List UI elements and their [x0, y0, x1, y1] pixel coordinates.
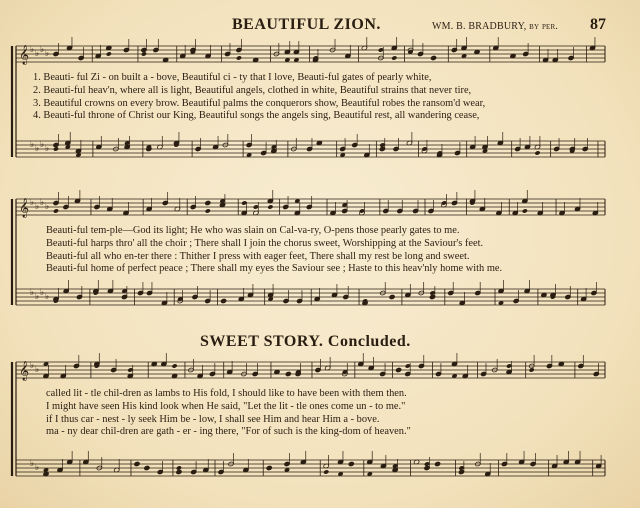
system1-lyrics: [33, 72, 485, 123]
system1-treble-chord-note: [391, 55, 397, 60]
hymn-title: BEAUTIFUL ZION.: [232, 16, 381, 33]
system2-treble-chord-note: [522, 208, 528, 213]
system3-bass-note: [434, 461, 440, 466]
system2-lyrics: [46, 225, 502, 276]
system2-bass-flat-sign: ♭: [30, 288, 35, 298]
system3-treble-flat-sign: ♭: [35, 365, 40, 375]
system2-treble-chord-note: [205, 208, 211, 213]
system1-treble-flat-sign: ♭: [40, 45, 45, 55]
verse-line-3: 3. Beautiful crowns on every brow. Beautiful palms the conquerors show, Beautiful robes the ransom'd wear,: [33, 97, 486, 109]
system3-bass-note: [134, 461, 140, 466]
system2-bass-flat-sign: ♭: [40, 288, 45, 298]
verse-line-4: Beauti-ful home of perfect peace ; There shall my eyes the Saviour see ; Haste to this heav'nly home with me.: [46, 263, 503, 275]
system3-bass-note: [176, 469, 182, 474]
system3-bass-note: [348, 461, 354, 466]
system2-treble-note: [205, 200, 211, 205]
system3-treble-note: [396, 367, 402, 372]
system3-bass-flat-sign: ♭: [30, 459, 35, 469]
system2-bass-flat-sign: ♭: [35, 292, 40, 302]
verse-line-1: 1. Beauti- ful Zi - on built a - bove, Beautiful ci - ty that I love, Beauti-ful gates of pearly white,: [33, 72, 432, 83]
system3-lyrics: [46, 388, 411, 439]
system1-treble-chord-note: [141, 51, 147, 56]
system3-bass-note: [266, 465, 272, 470]
system1-treble-chord-note: [236, 55, 242, 60]
section-title: SWEET STORY. Concluded.: [200, 333, 411, 350]
system1-bass-chord-note: [53, 146, 59, 151]
system3-treble-chord-note: [529, 367, 535, 372]
system3-treble-flat-sign: ♭: [30, 361, 35, 371]
system2-treble-chord-note: [53, 208, 59, 213]
system3-bass-flat-sign: ♭: [35, 463, 40, 473]
verse-line-4: ma - ny dear chil-dren are gath - er - ing there, "For of such is the king-dom of heaven.": [46, 426, 411, 438]
system1-bass-flat-sign: ♭: [30, 140, 35, 150]
system1-treble-flat-sign: ♭: [35, 49, 40, 59]
system3-bass-chord-note: [176, 465, 182, 470]
system3-treble-note: [285, 371, 291, 376]
verse-line-2: Beauti-ful harps thro' all the choir ; There shall I join the chorus sweet, Worshipping at the Saviour's feet.: [46, 237, 484, 249]
system3-treble-clef: 𝄞: [19, 361, 30, 381]
verse-line-1: called lit - tle chil-dren as lambs to His fold, I should like to have been with them then.: [46, 388, 407, 399]
system1-treble-clef: 𝄞: [19, 45, 30, 65]
system2-treble-clef: 𝄞: [19, 198, 30, 218]
system1-bass-flat-sign: ♭: [40, 140, 45, 150]
system1-bass-flat-sign: ♭: [35, 144, 40, 154]
verse-line-1: Beauti-ful tem-ple—God its light; He who was slain on Cal-va-ry, O-pens those pearly gates to me.: [46, 225, 460, 236]
verse-line-3: Beauti-ful all who en-ter there : Thither I press with eager feet, There shall my rest be long and sweet.: [46, 250, 470, 262]
verse-line-4: 4. Beauti-ful throne of Christ our King, Beautiful songs the angels sing, Beautiful rest, all wandering cease,: [33, 110, 480, 122]
system2-bass-note: [221, 298, 227, 303]
system1-treble-note: [430, 55, 436, 60]
system3-bass-chord-note: [323, 469, 329, 474]
system1-treble-chord-note: [106, 51, 112, 56]
system2-bass-note: [389, 294, 395, 299]
system2-treble-flat-sign: ♭: [35, 202, 40, 212]
verse-line-2: I might have seen His kind look when He said, "Let the lit - tle ones come un - to me.": [46, 400, 406, 412]
system2-treble-flat-sign: ♭: [40, 198, 45, 208]
verse-line-3: if I thus car - nest - ly seek Him be - low, I shall see Him and hear Him a - bove.: [46, 413, 380, 425]
page-number: 87: [590, 16, 606, 33]
system2-treble-flat-sign: ♭: [30, 198, 35, 208]
system2-treble-chord-note: [267, 204, 273, 209]
system3-bass-note: [144, 465, 150, 470]
system1-bass-flat-sign: ♭: [45, 144, 50, 154]
system1-treble-flat-sign: ♭: [45, 49, 50, 59]
verse-line-2: 2. Beauti-ful heav'n, where all is light, Beautiful angels, clothed in white, Beautiful strains that never tire,: [33, 84, 472, 96]
system1-bass-chord-note: [534, 150, 540, 155]
system3-treble-chord-note: [171, 363, 177, 368]
system1-treble-flat-sign: ♭: [30, 45, 35, 55]
system2-treble-flat-sign: ♭: [45, 202, 50, 212]
system2-bass-flat-sign: ♭: [45, 292, 50, 302]
composer-credit: WM. B. BRADBURY, by per.: [432, 21, 559, 32]
